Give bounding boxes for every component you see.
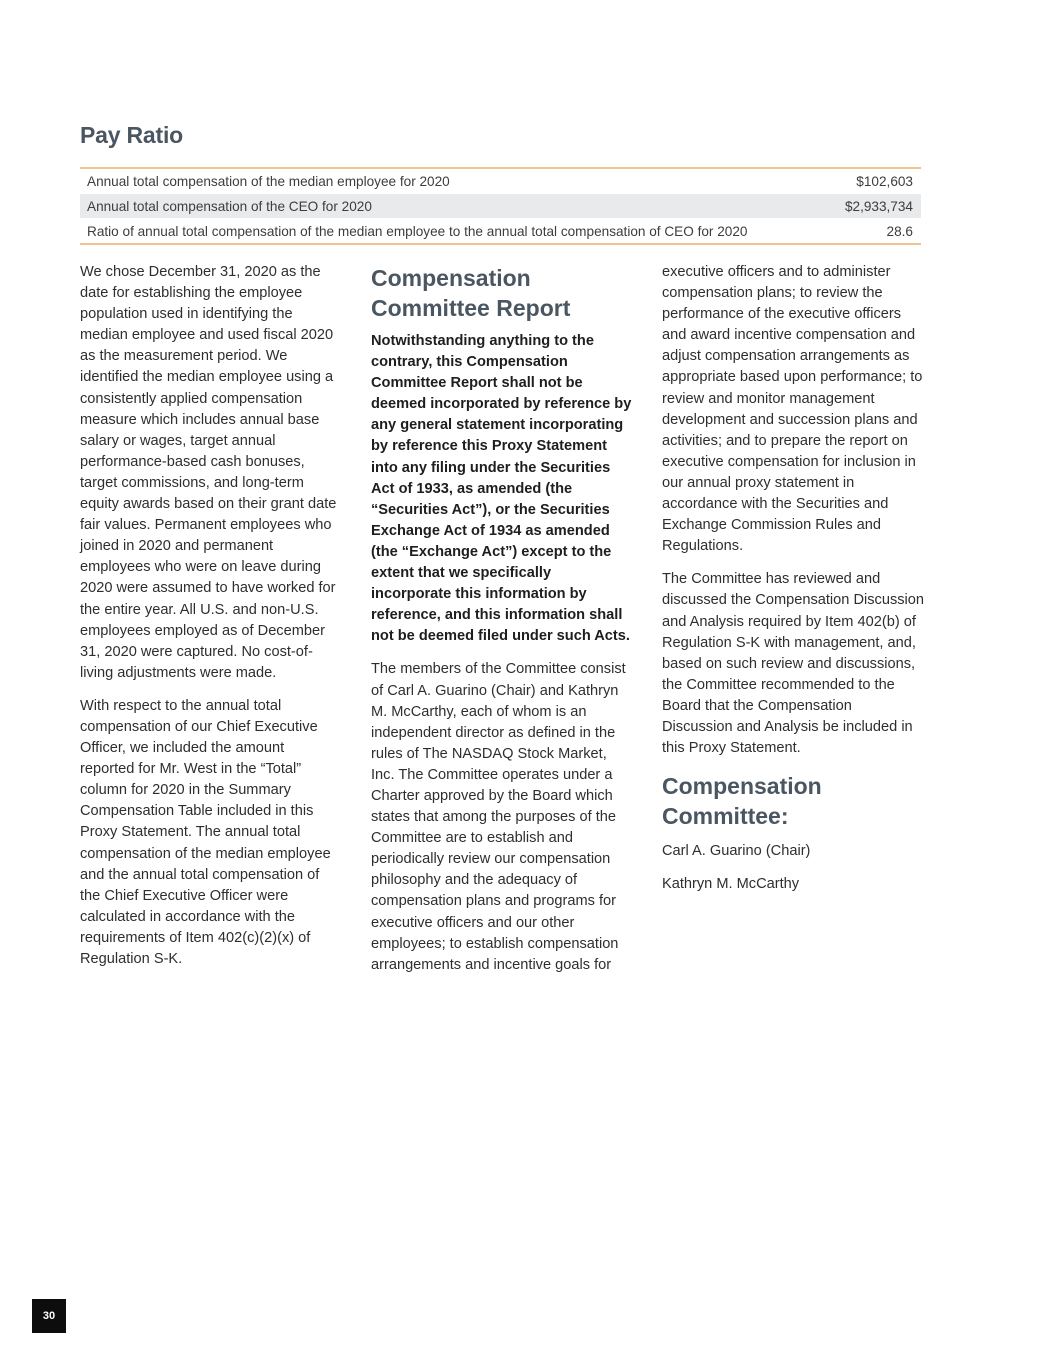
paragraph: The members of the Committee consist of Carl A. Guarino (Chair) and Kathryn M. McCarthy, each of whom is an independent director as defined in the rules of The NASDAQ Stock Market, Inc. The Committee operates under a Charter approved by the Board which states that among the purposes of the Committee are to establish and periodically review our compensation philosophy and the adequacy of compensation plans and programs for executive officers and our other employees; to establish compensation arrangements and incentive goals for <box>371 661 626 973</box>
section-heading-compensation-committee: Compensation Committee: <box>662 773 822 830</box>
paragraph: With respect to the annual total compensation of our Chief Executive Officer, we included the amount reported for Mr. West in the “Total” column for 2020 in the Summary Compensation Table included in this Proxy Statement. The annual total compensation of the median employee and the annual total compensation of the Chief Executive Officer were calculated in accordance with the requirements of Item 402(c)(2)(x) of Regulation S-K. <box>80 697 331 967</box>
row-label: Annual total compensation of the median employee for 2020 <box>87 173 450 189</box>
disclaimer-note: Notwithstanding anything to the contrary, this Compensation Committee Report shall not be deemed incorporated by reference by any general statement incorporating by reference this Proxy Statement into any filing under the Securities Act of 1933, as amended (the “Securities Act”), or the Securities Exchange Act of 1934 as amended (the “Exchange Act”) except to the extent that we specifically incorporate this information by reference, and this information shall not be deemed filed under such Acts. <box>371 333 632 645</box>
table-row <box>80 169 921 193</box>
text-column-2 <box>371 262 633 988</box>
row-value: $2,933,734 <box>844 198 913 214</box>
row-label: Annual total compensation of the CEO for 2020 <box>87 198 372 214</box>
table-row <box>80 218 921 243</box>
section-heading-compensation-committee-report: Compensation Committee Report <box>371 265 571 321</box>
table-row <box>80 193 921 218</box>
row-value: 28.6 <box>886 223 913 239</box>
row-label: Ratio of annual total compensation of the median employee to the annual total compensation of CEO for 2020 <box>87 223 748 239</box>
text-column-1 <box>80 262 342 982</box>
page-number: 30 <box>32 1299 66 1333</box>
text-column-3 <box>662 262 924 907</box>
paragraph: executive officers and to administer compensation plans; to review the performance of the executive officers and award incentive compensation and adjust compensation arrangements as appropriate based upon performance; to review and monitor management development and succession plans and activities; and to prepare the report on executive compensation for inclusion in our annual proxy statement in accordance with the Securities and Exchange Commission Rules and Regulations. <box>662 264 923 555</box>
row-value: $102,603 <box>856 173 913 189</box>
pay-ratio-table <box>80 167 921 245</box>
page-title: Pay Ratio <box>80 122 184 148</box>
committee-member: Carl A. Guarino (Chair) <box>662 843 811 860</box>
committee-member: Kathryn M. McCarthy <box>662 876 800 893</box>
paragraph: The Committee has reviewed and discussed the Compensation Discussion and Analysis required by Item 402(b) of Regulation S-K with management, and, based on such review and discussions, the Committee recommended to the Board that the Compensation Discussion and Analysis be included in this Proxy Statement. <box>662 571 925 757</box>
paragraph: We chose December 31, 2020 as the date for establishing the employee population used in identifying the median employee and used fiscal 2020 as the measurement period. We identified the median employee using a consistently applied compensation measure which includes annual base salary or wages, target annual performance-based cash bonuses, target commissions, and long-term equity awards based on their grant date fair values. Permanent employees who joined in 2020 and permanent employees who were on leave during 2020 were assumed to have worked for the entire year. All U.S. and non-U.S. employees employed as of December 31, 2020 were captured. No cost-of-living adjustments were made. <box>80 264 337 681</box>
